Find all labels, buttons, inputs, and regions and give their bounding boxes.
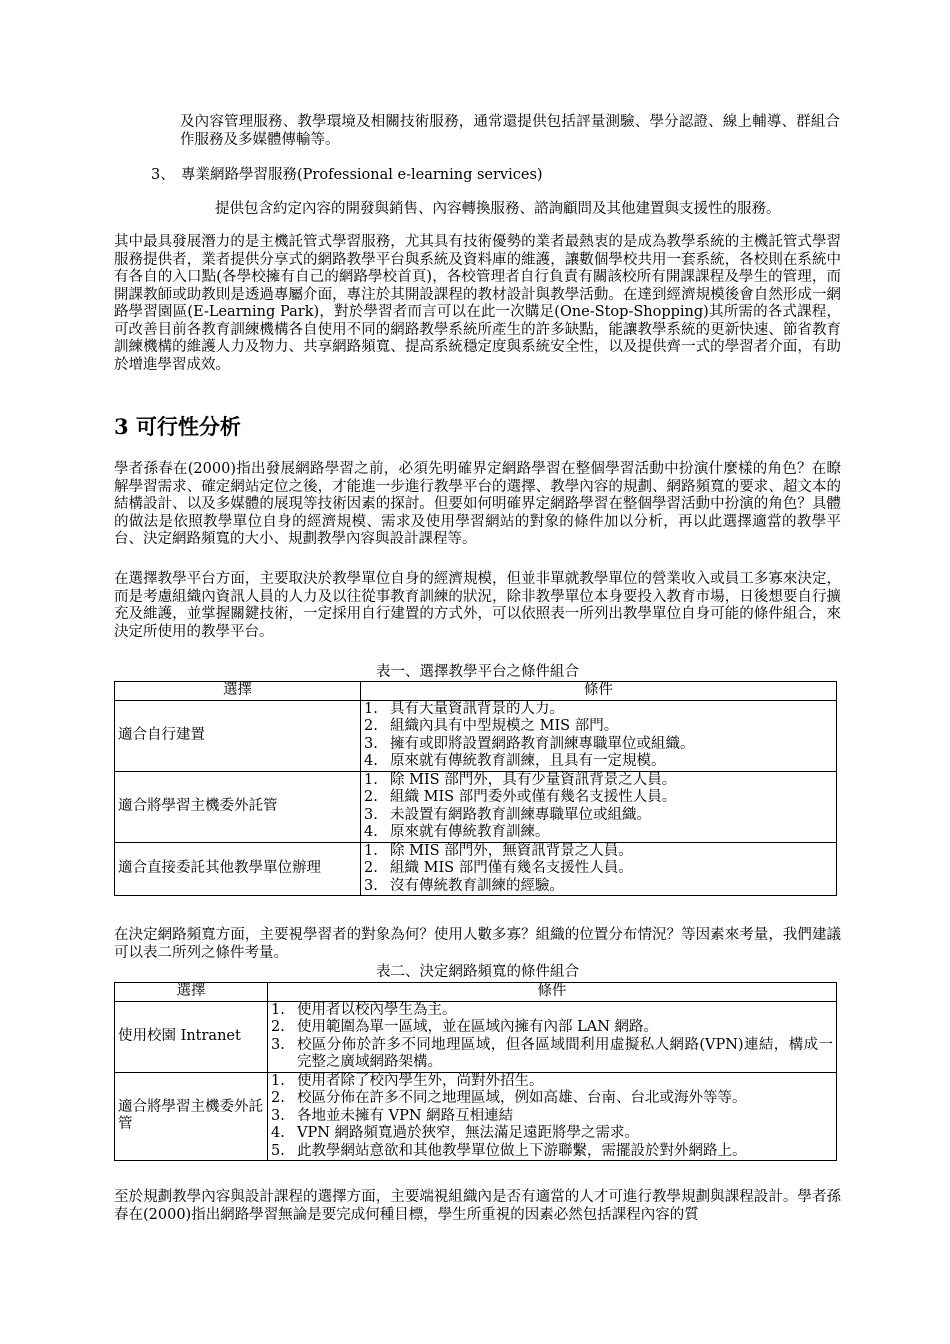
table1-caption: 表一、選擇教學平台之條件組合 (376, 664, 579, 680)
condition-item: 4. VPN 網路頻寬過於狹窄，無法滿足遠距將學之需求。 (271, 1125, 640, 1141)
table1-conditions-cell (361, 771, 837, 842)
table2-bandwidth-conditions (114, 982, 837, 1161)
table2-header-option: 選擇 (115, 983, 268, 1002)
table-row (115, 1072, 837, 1161)
list-item-title: 專業網路學習服務(Professional e-learning services) (181, 167, 543, 183)
list-item-number: 3、 (151, 167, 175, 183)
table2-header-conditions: 條件 (268, 983, 837, 1002)
condition-item: 1. 使用者以校內學生為主。 (271, 1001, 457, 1018)
service-description-continued: 及內容管理服務、教學環境及相關技術服務，通常還提供包括評量測驗、學分認證、線上輔導、群組合作服務及多媒體傳輸等。 (180, 114, 840, 148)
condition-item: 2. 組織 MIS 部門委外或僅有幾名支援性人員。 (364, 789, 677, 805)
table1-conditions-cell (361, 842, 837, 896)
condition-item: 5. 此教學網站意欲和其他教學單位做上下游聯繫，需擺設於對外網路上。 (271, 1142, 747, 1159)
course-design-paragraph: 至於規劃教學內容與設計課程的選擇方面，主要端視組織內是否有適當的人才可進行教學規劃與課程設計。學者孫春在(2000)指出網路學習無論是要完成何種目標，學生所重視的因素必然包括課程內容的質 (114, 1189, 841, 1223)
condition-item: 4. 原來就有傳統教育訓練。 (364, 824, 550, 840)
table1-platform-conditions (114, 681, 837, 896)
table1-conditions-cell (361, 700, 837, 771)
list-item-3 (151, 167, 841, 185)
table1-option-cell: 適合直接委託其他教學單位辦理 (115, 842, 361, 896)
table-row (115, 1001, 837, 1072)
condition-item: 4. 原來就有傳統教育訓練，且具有一定規模。 (364, 753, 666, 769)
table2-conditions-cell (268, 1072, 837, 1161)
table-row (115, 700, 837, 771)
table2-conditions-cell (268, 1001, 837, 1072)
table2-caption: 表二、決定網路頻寬的條件組合 (376, 964, 579, 980)
table1-header-row (115, 682, 837, 701)
hosted-service-paragraph: 其中最具發展潛力的是主機託管式學習服務，尤其具有技術優勢的業者最熱衷的是成為教學系統的主機託管式學習服務提供者，業者提供分享式的網路教學平台與系統及資料庫的維護，讓數個學校共用一套系統，各校則在系統中有各自的入口點(各學校擁有自己的網路學校首頁)，各校管理者自行負責有關該校所有開課課程及學生的管理，而開課教師或助教則是透過專屬介面，專注於其開設課程的教材設計與教學活動。在達到經濟規模後會自然形成一網路學習園區(E-Learning Park)，對於學習者而言可以在此一次購足(One-Stop-Shopping)其所需的各式課程，可改善目前各教育訓練機構各自使用不同的網路教學系統所產生的許多缺點，能讓教學系統的更新快速、節省教育訓練機構的維護人力及物力、共享網路頻寬、提高系統穩定度與系統安全性，以及提供齊一式的學習者介面，有助於增進學習成效。 (114, 234, 841, 373)
feasibility-paragraph-2: 在選擇教學平台方面，主要取決於教學單位自身的經濟規模，但並非單就教學單位的營業收入或員工多寡來決定，而是考慮組織內資訊人員的人力及以往從事教育訓練的狀況，除非教學單位本身要投入教育市場，日後想要自行擴充及維護，並掌握關鍵技術，一定採用自行建置的方式外，可以依照表一所列出教學單位自身可能的條件組合，來決定所使用的教學平台。 (114, 571, 841, 640)
section-heading: 3 可行性分析 (114, 414, 241, 439)
condition-item: 2. 使用範圍為單一區域，並在區域內擁有內部 LAN 網路。 (271, 1019, 659, 1035)
condition-item: 1. 除 MIS 部門外，具有少量資訊背景之人員。 (364, 771, 677, 788)
table-row (115, 771, 837, 842)
list-item-3-description: 提供包含約定內容的開發與銷售、內容轉換服務、諮詢顧問及其他建置與支援性的服務。 (215, 201, 781, 217)
condition-item: 3. 校區分佈於許多不同地理區域，但各區域間利用虛擬私人網路(VPN)連結，構成一完整之廣域網路架構。 (271, 1036, 833, 1070)
bandwidth-paragraph: 在決定網路頻寬方面，主要視學習者的對象為何？使用人數多寡？組織的位置分布情況？等因素來考量，我們建議可以表二所列之條件考量。 (114, 927, 841, 961)
condition-item: 1. 具有大量資訊背景的人力。 (364, 700, 564, 717)
condition-item: 3. 擁有或即將設置網路教育訓練專職單位或組織。 (364, 735, 695, 752)
table1-option-cell: 適合將學習主機委外託管 (115, 771, 361, 842)
condition-item: 1. 除 MIS 部門外，無資訊背景之人員。 (364, 842, 633, 859)
condition-item: 3. 各地並未擁有 VPN 網路互相連結 (271, 1107, 514, 1124)
table1-header-conditions: 條件 (361, 682, 837, 701)
condition-item: 2. 組織 MIS 部門僅有幾名支援性人員。 (364, 860, 633, 876)
table2-option-cell: 使用校園 Intranet (115, 1001, 268, 1072)
feasibility-paragraph-1: 學者孫春在(2000)指出發展網路學習之前，必須先明確界定網路學習在整個學習活動中扮演什麼樣的角色？在瞭解學習需求、確定網站定位之後，才能進一步進行教學平台的選擇、教學內容的規劃、網路頻寬的要求、超文本的結構設計、以及多媒體的展現等技術因素的探討。但要如何明確界定網路學習在整個學習活動中扮演的角色？具體的做法是依照教學單位自身的經濟規模、需求及使用學習網站的對象的條件加以分析，再以此選擇適當的教學平台、決定網路頻寬的大小、規劃教學內容與設計課程等。 (114, 461, 841, 547)
condition-item: 3. 沒有傳統教育訓練的經驗。 (364, 877, 564, 894)
condition-item: 2. 校區分佈在許多不同之地理區域，例如高雄、台南、台北或海外等等。 (271, 1090, 747, 1106)
condition-item: 3. 未設置有網路教育訓練專職單位或組織。 (364, 806, 651, 823)
condition-item: 2. 組織內具有中型規模之 MIS 部門。 (364, 718, 619, 734)
condition-item: 1. 使用者除了校內學生外，尚對外招生。 (271, 1072, 544, 1089)
table2-option-cell: 適合將學習主機委外託管 (115, 1072, 268, 1161)
table2-header-row (115, 983, 837, 1002)
table-row (115, 842, 837, 896)
table1-header-option: 選擇 (115, 682, 361, 701)
table1-option-cell: 適合自行建置 (115, 700, 361, 771)
